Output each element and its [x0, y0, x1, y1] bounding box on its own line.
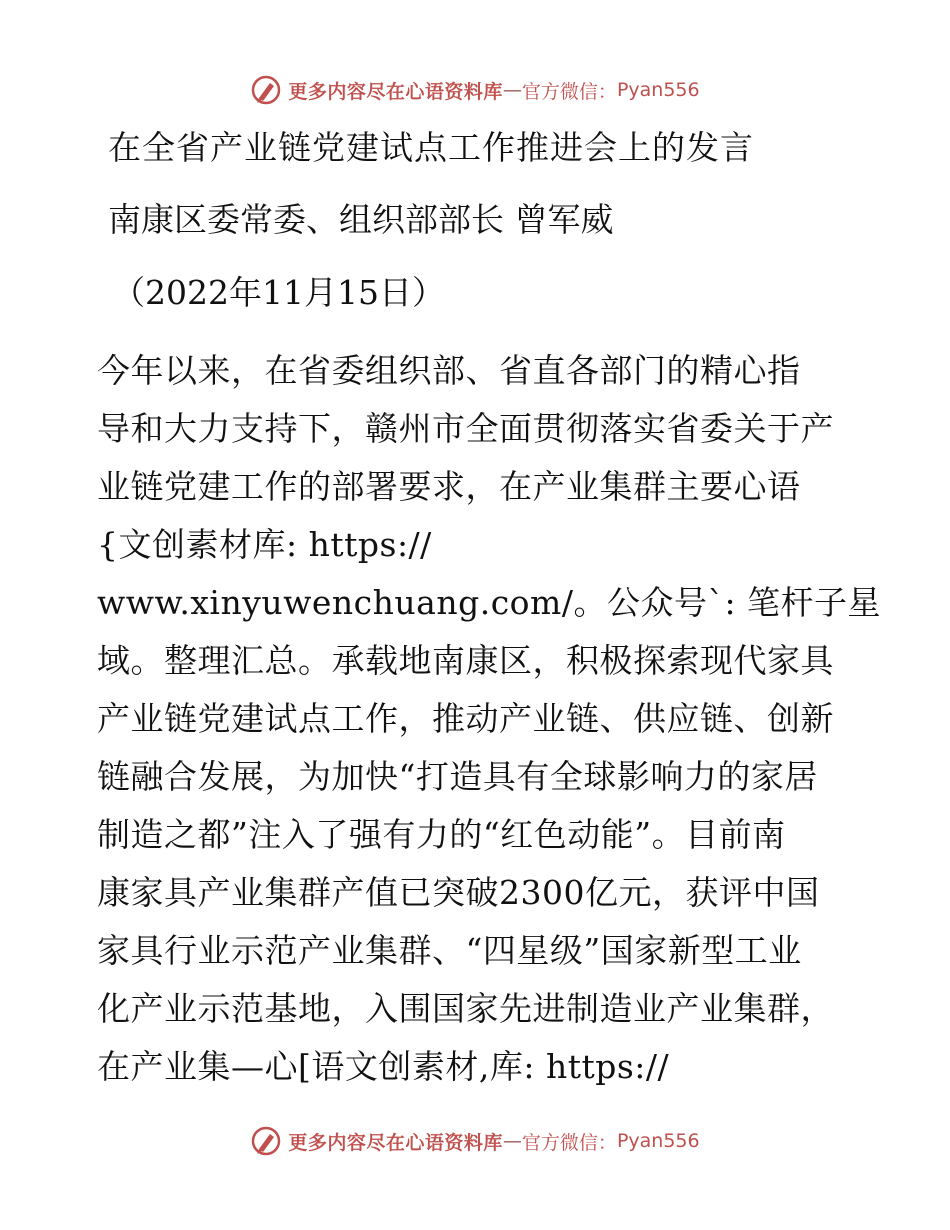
- body-line: www.xinyuwenchuang.com/。公众号`: 笔杆子星: [97, 583, 882, 622]
- banner-separator: —: [502, 79, 522, 101]
- banner-separator: —: [502, 1130, 522, 1152]
- body-line: 今年以来，在省委组织部、省直各部门的精心指: [97, 351, 801, 390]
- body-line: 化产业示范基地，入围国家先进制造业产业集群，: [97, 989, 834, 1028]
- body-line: 康家具产业集群产值已突破2300亿元，获评中国: [97, 873, 820, 912]
- banner-text: 更多内容尽在心语资料库: [288, 1131, 503, 1154]
- body-line: 产业链党建试点工作，推动产业链、供应链、创新: [97, 699, 834, 738]
- body-line: 域。整理汇总。承载地南康区，积极探索现代家具: [97, 641, 834, 680]
- body-line: {文创素材库: https://: [97, 525, 432, 564]
- header-banner: [0, 72, 950, 108]
- body-line: 导和大力支持下，赣州市全面贯彻落实省委关于产: [97, 409, 834, 448]
- banner-text: 更多内容尽在心语资料库: [288, 80, 503, 103]
- pen-logo-icon: [250, 1125, 282, 1157]
- document-author: 南康区委常委、组织部部长 曾军威: [108, 200, 614, 239]
- body-line: 链融合发展，为加快“打造具有全球影响力的家居: [97, 757, 818, 796]
- document-title: 在全省产业链党建试点工作推进会上的发言: [108, 128, 754, 167]
- footer-banner: [0, 1123, 950, 1159]
- body-line: 制造之都”注入了强有力的“红色动能”。目前南: [97, 815, 786, 854]
- body-line: 在产业集—心[语文创素材,库: https://: [97, 1047, 670, 1086]
- body-line: 家具行业示范产业集群、“四星级”国家新型工业: [97, 931, 802, 970]
- banner-wechat-label: 官方微信：: [521, 80, 617, 103]
- document-date: （2022年11月15日）: [112, 273, 445, 312]
- banner-wechat-id: Pyan556: [616, 79, 700, 101]
- body-line: 业链党建工作的部署要求，在产业集群主要心语: [97, 467, 801, 506]
- pen-logo-icon: [250, 74, 282, 106]
- banner-wechat-id: Pyan556: [616, 1130, 700, 1152]
- banner-wechat-label: 官方微信：: [521, 1131, 617, 1154]
